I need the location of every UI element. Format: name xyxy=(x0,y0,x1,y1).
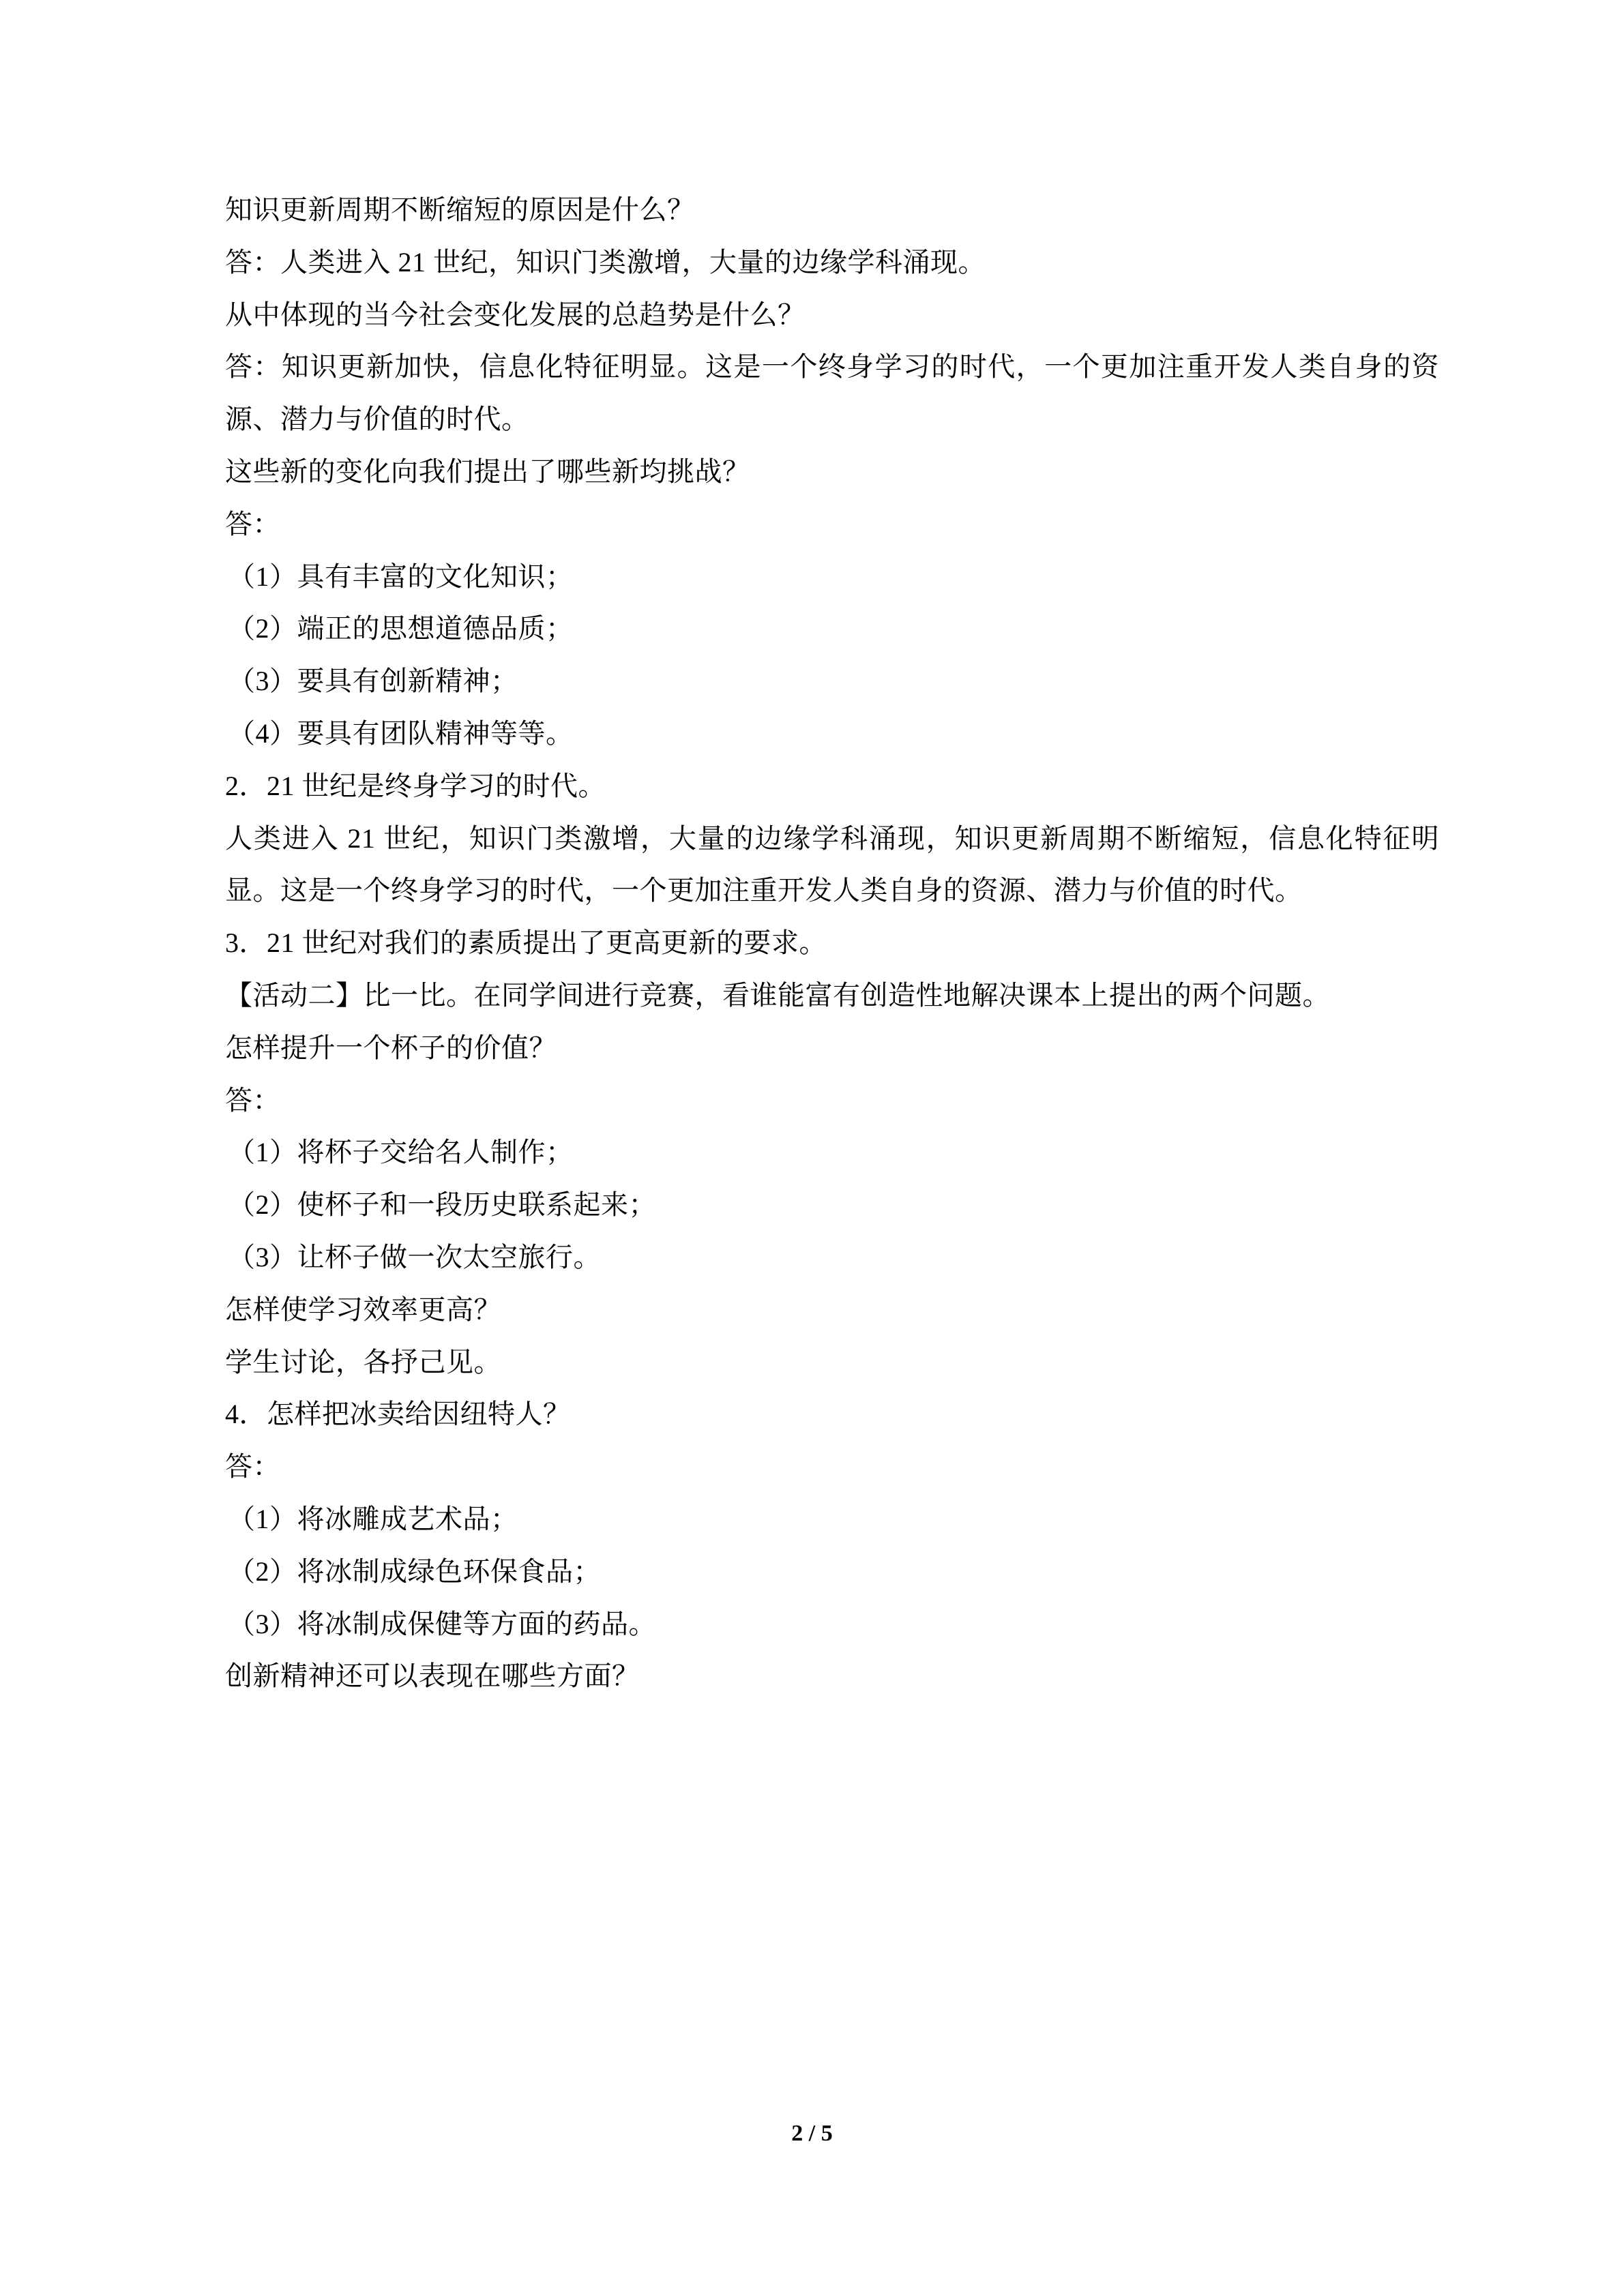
paragraph: 【活动二】比一比。在同学间进行竞赛，看谁能富有创造性地解决课本上提出的两个问题。 xyxy=(225,979,1330,1011)
paragraph: 答： xyxy=(225,508,280,539)
paragraph: 答：知识更新加快，信息化特征明显。这是一个终身学习的时代，一个更加注重开发人类自身的资源、潜力与价值的时代。 xyxy=(225,351,1439,435)
paragraph: 知识更新周期不断缩短的原因是什么？ xyxy=(225,194,695,225)
paragraph: 4．怎样把冰卖给因纽特人？ xyxy=(225,1399,571,1430)
paragraph: 人类进入 21 世纪，知识门类激增，大量的边缘学科涌现，知识更新周期不断缩短，信息化特征明显。这是一个终身学习的时代，一个更加注重开发人类自身的资源、潜力与价值的时代。 xyxy=(225,822,1439,906)
list-item: （1）将杯子交给名人制作； xyxy=(228,1137,574,1168)
list-item: （2）将冰制成绿色环保食品； xyxy=(228,1555,601,1587)
paragraph: 答：人类进入 21 世纪，知识门类激增，大量的边缘学科涌现。 xyxy=(225,246,986,278)
paragraph: 2．21 世纪是终身学习的时代。 xyxy=(225,770,606,801)
page-number: 2 / 5 xyxy=(791,2121,833,2146)
paragraph: 3．21 世纪对我们的素质提出了更高更新的要求。 xyxy=(225,927,827,959)
list-item: （3）要具有创新精神； xyxy=(228,666,518,697)
paragraph: 怎样使学习效率更高？ xyxy=(225,1294,501,1325)
paragraph: 从中体现的当今社会变化发展的总趋势是什么？ xyxy=(225,299,806,330)
paragraph: 这些新的变化向我们提出了哪些新均挑战？ xyxy=(225,456,750,487)
document-body xyxy=(198,184,1439,1703)
list-item: （1）将冰雕成艺术品； xyxy=(228,1503,518,1534)
paragraph: 创新精神还可以表现在哪些方面？ xyxy=(225,1660,640,1692)
paragraph: 答： xyxy=(225,1451,280,1482)
list-item: （2）端正的思想道德品质； xyxy=(228,613,574,644)
list-item: （4）要具有团队精神等等。 xyxy=(228,717,574,749)
list-item: （2）使杯子和一段历史联系起来； xyxy=(228,1189,656,1221)
list-item: （3）将冰制成保健等方面的药品。 xyxy=(228,1608,656,1639)
paragraph: 怎样提升一个杯子的价值？ xyxy=(225,1032,557,1063)
paragraph: 学生讨论，各抒己见。 xyxy=(225,1346,501,1377)
paragraph: 答： xyxy=(225,1084,280,1116)
list-item: （1）具有丰富的文化知识； xyxy=(228,561,574,592)
list-item: （3）让杯子做一次太空旅行。 xyxy=(228,1241,601,1272)
